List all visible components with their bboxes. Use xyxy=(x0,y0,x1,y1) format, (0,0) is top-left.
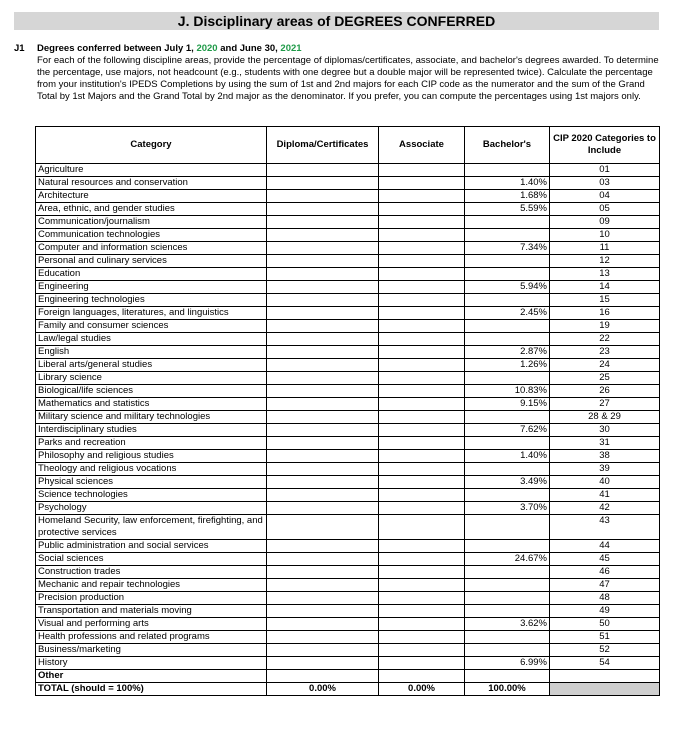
title-middle: and June 30, xyxy=(217,43,281,54)
associate-cell[interactable] xyxy=(379,203,465,216)
section-title: J. Disciplinary areas of DEGREES CONFERRED xyxy=(14,12,659,30)
table-row xyxy=(36,411,660,424)
cip-cell: 12 xyxy=(550,255,660,268)
table-row xyxy=(36,177,660,190)
question-title xyxy=(37,43,302,54)
cip-cell: 24 xyxy=(550,359,660,372)
category-cell: Agriculture xyxy=(36,164,267,177)
table-row xyxy=(36,579,660,592)
associate-cell[interactable] xyxy=(379,216,465,229)
diploma-cell[interactable] xyxy=(267,242,379,255)
diploma-cell[interactable] xyxy=(267,320,379,333)
cip-cell: 16 xyxy=(550,307,660,320)
cip-cell: 09 xyxy=(550,216,660,229)
table-row xyxy=(36,372,660,385)
bachelor-cell[interactable] xyxy=(465,540,550,553)
category-cell: Natural resources and conservation xyxy=(36,177,267,190)
table-row xyxy=(36,631,660,644)
associate-cell[interactable] xyxy=(379,372,465,385)
cip-cell: 31 xyxy=(550,437,660,450)
diploma-cell[interactable] xyxy=(267,592,379,605)
table-row xyxy=(36,489,660,502)
table-row xyxy=(36,307,660,320)
diploma-cell[interactable] xyxy=(267,424,379,437)
diploma-cell[interactable] xyxy=(267,281,379,294)
associate-cell[interactable] xyxy=(379,320,465,333)
bachelor-cell[interactable]: 1.26% xyxy=(465,359,550,372)
category-cell: Computer and information sciences xyxy=(36,242,267,255)
table-row xyxy=(36,463,660,476)
cip-cell: 25 xyxy=(550,372,660,385)
cip-cell: 38 xyxy=(550,450,660,463)
cip-cell: 22 xyxy=(550,333,660,346)
associate-cell[interactable] xyxy=(379,242,465,255)
bachelor-cell[interactable] xyxy=(465,631,550,644)
cip-cell: 51 xyxy=(550,631,660,644)
header-row xyxy=(36,127,660,164)
header-bachelor: Bachelor's xyxy=(465,127,550,164)
category-cell: Transportation and materials moving xyxy=(36,605,267,618)
table-row xyxy=(36,320,660,333)
associate-cell[interactable] xyxy=(379,618,465,631)
category-cell: Personal and culinary services xyxy=(36,255,267,268)
associate-cell[interactable] xyxy=(379,307,465,320)
cip-cell: 41 xyxy=(550,489,660,502)
associate-cell[interactable] xyxy=(379,592,465,605)
diploma-cell[interactable] xyxy=(267,372,379,385)
bachelor-cell[interactable]: 1.68% xyxy=(465,190,550,203)
diploma-cell[interactable] xyxy=(267,359,379,372)
cip-cell: 47 xyxy=(550,579,660,592)
category-cell: Parks and recreation xyxy=(36,437,267,450)
diploma-cell[interactable] xyxy=(267,398,379,411)
cip-cell: 46 xyxy=(550,566,660,579)
cip-cell: 42 xyxy=(550,502,660,515)
degrees-table xyxy=(35,126,660,696)
category-cell: Homeland Security, law enforcement, firefighting, and protective services xyxy=(36,515,267,540)
bachelor-cell[interactable] xyxy=(465,566,550,579)
table-row xyxy=(36,540,660,553)
associate-cell[interactable] xyxy=(379,450,465,463)
bachelor-cell[interactable] xyxy=(465,372,550,385)
cip-cell xyxy=(550,670,660,683)
category-cell: Mathematics and statistics xyxy=(36,398,267,411)
diploma-cell[interactable] xyxy=(267,268,379,281)
category-cell: Psychology xyxy=(36,502,267,515)
diploma-cell[interactable] xyxy=(267,190,379,203)
bachelor-cell[interactable] xyxy=(465,515,550,540)
category-cell: Engineering technologies xyxy=(36,294,267,307)
diploma-cell[interactable] xyxy=(267,294,379,307)
category-cell: Physical sciences xyxy=(36,476,267,489)
associate-cell[interactable] xyxy=(379,346,465,359)
diploma-cell[interactable] xyxy=(267,450,379,463)
diploma-cell[interactable] xyxy=(267,255,379,268)
associate-cell[interactable] xyxy=(379,333,465,346)
diploma-cell[interactable] xyxy=(267,644,379,657)
cip-cell: 19 xyxy=(550,320,660,333)
table-row xyxy=(36,346,660,359)
cip-cell: 49 xyxy=(550,605,660,618)
bachelor-cell[interactable] xyxy=(465,333,550,346)
category-cell: Health professions and related programs xyxy=(36,631,267,644)
header-category: Category xyxy=(36,127,267,164)
bachelor-cell[interactable] xyxy=(465,437,550,450)
bachelor-cell[interactable] xyxy=(465,644,550,657)
bachelor-cell[interactable]: 3.49% xyxy=(465,476,550,489)
associate-cell[interactable] xyxy=(379,177,465,190)
associate-cell[interactable] xyxy=(379,190,465,203)
bachelor-cell[interactable] xyxy=(465,216,550,229)
category-cell: Philosophy and religious studies xyxy=(36,450,267,463)
question-code: J1 xyxy=(14,43,25,54)
diploma-cell[interactable] xyxy=(267,489,379,502)
bachelor-cell[interactable]: 2.87% xyxy=(465,346,550,359)
cip-cell: 03 xyxy=(550,177,660,190)
bachelor-cell[interactable] xyxy=(465,164,550,177)
associate-cell[interactable] xyxy=(379,281,465,294)
associate-cell[interactable] xyxy=(379,644,465,657)
table-row xyxy=(36,164,660,177)
diploma-cell[interactable] xyxy=(267,177,379,190)
cip-cell: 01 xyxy=(550,164,660,177)
table-row xyxy=(36,281,660,294)
bachelor-cell[interactable]: 7.34% xyxy=(465,242,550,255)
diploma-cell[interactable] xyxy=(267,164,379,177)
cip-cell: 48 xyxy=(550,592,660,605)
bachelor-cell[interactable]: 1.40% xyxy=(465,450,550,463)
table-row xyxy=(36,657,660,670)
bachelor-cell[interactable]: 1.40% xyxy=(465,177,550,190)
header-cip: CIP 2020 Categories to Include xyxy=(550,127,660,164)
bachelor-cell[interactable]: 3.70% xyxy=(465,502,550,515)
associate-cell[interactable] xyxy=(379,553,465,566)
diploma-cell[interactable] xyxy=(267,502,379,515)
associate-cell[interactable] xyxy=(379,411,465,424)
bachelor-cell[interactable] xyxy=(465,229,550,242)
diploma-cell[interactable] xyxy=(267,618,379,631)
cip-cell: 40 xyxy=(550,476,660,489)
category-cell: Visual and performing arts xyxy=(36,618,267,631)
category-cell: Family and consumer sciences xyxy=(36,320,267,333)
header-associate: Associate xyxy=(379,127,465,164)
category-cell: Engineering xyxy=(36,281,267,294)
title-prefix: Degrees conferred between July 1, xyxy=(37,43,197,54)
associate-cell[interactable] xyxy=(379,566,465,579)
cip-cell: 13 xyxy=(550,268,660,281)
bachelor-cell[interactable] xyxy=(465,411,550,424)
bachelor-cell[interactable]: 2.45% xyxy=(465,307,550,320)
cip-cell: 39 xyxy=(550,463,660,476)
cip-cell: 26 xyxy=(550,385,660,398)
category-cell: Construction trades xyxy=(36,566,267,579)
category-cell: Precision production xyxy=(36,592,267,605)
associate-cell[interactable] xyxy=(379,359,465,372)
table-row xyxy=(36,476,660,489)
diploma-cell[interactable] xyxy=(267,566,379,579)
diploma-cell[interactable] xyxy=(267,579,379,592)
table-row xyxy=(36,359,660,372)
diploma-cell[interactable] xyxy=(267,657,379,670)
year-end: 2021 xyxy=(280,43,302,54)
total-label: TOTAL (should = 100%) xyxy=(36,683,267,696)
diploma-cell[interactable] xyxy=(267,385,379,398)
associate-cell[interactable] xyxy=(379,631,465,644)
associate-cell[interactable] xyxy=(379,605,465,618)
table-row xyxy=(36,670,660,683)
total-row xyxy=(36,683,660,696)
table-row xyxy=(36,268,660,281)
table-row xyxy=(36,294,660,307)
bachelor-cell[interactable] xyxy=(465,463,550,476)
table-row xyxy=(36,333,660,346)
category-cell: Other xyxy=(36,670,267,683)
associate-cell[interactable] xyxy=(379,502,465,515)
diploma-cell[interactable] xyxy=(267,346,379,359)
table-row xyxy=(36,190,660,203)
total-diploma[interactable]: 0.00% xyxy=(267,683,379,696)
cip-cell: 15 xyxy=(550,294,660,307)
diploma-cell[interactable] xyxy=(267,437,379,450)
table-row xyxy=(36,398,660,411)
diploma-cell[interactable] xyxy=(267,515,379,540)
associate-cell[interactable] xyxy=(379,229,465,242)
header-diploma: Diploma/Certificates xyxy=(267,127,379,164)
category-cell: Theology and religious vocations xyxy=(36,463,267,476)
diploma-cell[interactable] xyxy=(267,307,379,320)
associate-cell[interactable] xyxy=(379,579,465,592)
year-start: 2020 xyxy=(196,43,218,54)
associate-cell[interactable] xyxy=(379,164,465,177)
category-cell: Library science xyxy=(36,372,267,385)
associate-cell[interactable] xyxy=(379,515,465,540)
associate-cell[interactable] xyxy=(379,424,465,437)
bachelor-cell[interactable]: 10.83% xyxy=(465,385,550,398)
diploma-cell[interactable] xyxy=(267,540,379,553)
question-description: For each of the following discipline areas, provide the percentage of diplomas/certificates, associate, and bachelor's degrees awarded. To determine the percentage, use majors, not headcount (e.g., students with one degree but a double major will be represented twice). Calculate the percentage from your institution's IPEDS Completions by using the sum of 1st and 2nd majors for each CIP code as the numerator and the sum of the Grand Total by 1st Majors and the Grand Total by 2nd major as the denominator. If you prefer, you can compute the percentages using 1st majors only. xyxy=(37,55,659,102)
cip-cell: 04 xyxy=(550,190,660,203)
bachelor-cell[interactable]: 3.62% xyxy=(465,618,550,631)
category-cell: Area, ethnic, and gender studies xyxy=(36,203,267,216)
diploma-cell[interactable] xyxy=(267,476,379,489)
table-row xyxy=(36,553,660,566)
cip-cell: 28 & 29 xyxy=(550,411,660,424)
diploma-cell[interactable] xyxy=(267,553,379,566)
total-cip xyxy=(550,683,660,696)
bachelor-cell[interactable]: 9.15% xyxy=(465,398,550,411)
cip-cell: 27 xyxy=(550,398,660,411)
associate-cell[interactable] xyxy=(379,268,465,281)
associate-cell[interactable] xyxy=(379,540,465,553)
cip-cell: 11 xyxy=(550,242,660,255)
category-cell: Interdisciplinary studies xyxy=(36,424,267,437)
cip-cell: 30 xyxy=(550,424,660,437)
category-cell: History xyxy=(36,657,267,670)
cip-cell: 10 xyxy=(550,229,660,242)
table-row xyxy=(36,437,660,450)
bachelor-cell[interactable] xyxy=(465,670,550,683)
table-row xyxy=(36,203,660,216)
diploma-cell[interactable] xyxy=(267,216,379,229)
category-cell: Foreign languages, literatures, and linguistics xyxy=(36,307,267,320)
table-row xyxy=(36,450,660,463)
bachelor-cell[interactable] xyxy=(465,592,550,605)
cip-cell: 23 xyxy=(550,346,660,359)
table-row xyxy=(36,618,660,631)
bachelor-cell[interactable] xyxy=(465,255,550,268)
diploma-cell[interactable] xyxy=(267,631,379,644)
bachelor-cell[interactable] xyxy=(465,605,550,618)
diploma-cell[interactable] xyxy=(267,333,379,346)
cip-cell: 45 xyxy=(550,553,660,566)
bachelor-cell[interactable]: 24.67% xyxy=(465,553,550,566)
associate-cell[interactable] xyxy=(379,670,465,683)
table-row xyxy=(36,605,660,618)
associate-cell[interactable] xyxy=(379,294,465,307)
category-cell: Public administration and social services xyxy=(36,540,267,553)
bachelor-cell[interactable] xyxy=(465,489,550,502)
category-cell: Biological/life sciences xyxy=(36,385,267,398)
associate-cell[interactable] xyxy=(379,398,465,411)
category-cell: Communication technologies xyxy=(36,229,267,242)
category-cell: Science technologies xyxy=(36,489,267,502)
cip-cell: 54 xyxy=(550,657,660,670)
associate-cell[interactable] xyxy=(379,476,465,489)
associate-cell[interactable] xyxy=(379,385,465,398)
cip-cell: 43 xyxy=(550,515,660,540)
category-cell: Education xyxy=(36,268,267,281)
cip-cell: 14 xyxy=(550,281,660,294)
total-bachelor[interactable]: 100.00% xyxy=(465,683,550,696)
category-cell: English xyxy=(36,346,267,359)
table-row xyxy=(36,229,660,242)
bachelor-cell[interactable]: 5.94% xyxy=(465,281,550,294)
table-row xyxy=(36,515,660,540)
diploma-cell[interactable] xyxy=(267,670,379,683)
associate-cell[interactable] xyxy=(379,255,465,268)
total-associate[interactable]: 0.00% xyxy=(379,683,465,696)
table-row xyxy=(36,216,660,229)
bachelor-cell[interactable] xyxy=(465,320,550,333)
bachelor-cell[interactable] xyxy=(465,579,550,592)
associate-cell[interactable] xyxy=(379,489,465,502)
bachelor-cell[interactable] xyxy=(465,268,550,281)
diploma-cell[interactable] xyxy=(267,411,379,424)
diploma-cell[interactable] xyxy=(267,203,379,216)
category-cell: Military science and military technologies xyxy=(36,411,267,424)
category-cell: Social sciences xyxy=(36,553,267,566)
associate-cell[interactable] xyxy=(379,463,465,476)
cip-cell: 05 xyxy=(550,203,660,216)
category-cell: Law/legal studies xyxy=(36,333,267,346)
diploma-cell[interactable] xyxy=(267,229,379,242)
table-body xyxy=(36,164,660,683)
associate-cell[interactable] xyxy=(379,437,465,450)
cip-cell: 52 xyxy=(550,644,660,657)
table-row xyxy=(36,242,660,255)
table-row xyxy=(36,255,660,268)
bachelor-cell[interactable] xyxy=(465,294,550,307)
bachelor-cell[interactable]: 6.99% xyxy=(465,657,550,670)
bachelor-cell[interactable]: 5.59% xyxy=(465,203,550,216)
cip-cell: 44 xyxy=(550,540,660,553)
table-row xyxy=(36,592,660,605)
category-cell: Mechanic and repair technologies xyxy=(36,579,267,592)
category-cell: Liberal arts/general studies xyxy=(36,359,267,372)
category-cell: Communication/journalism xyxy=(36,216,267,229)
table-row xyxy=(36,502,660,515)
category-cell: Business/marketing xyxy=(36,644,267,657)
diploma-cell[interactable] xyxy=(267,605,379,618)
cip-cell: 50 xyxy=(550,618,660,631)
bachelor-cell[interactable]: 7.62% xyxy=(465,424,550,437)
table-row xyxy=(36,644,660,657)
table-row xyxy=(36,385,660,398)
diploma-cell[interactable] xyxy=(267,463,379,476)
table-row xyxy=(36,566,660,579)
category-cell: Architecture xyxy=(36,190,267,203)
associate-cell[interactable] xyxy=(379,657,465,670)
table-row xyxy=(36,424,660,437)
